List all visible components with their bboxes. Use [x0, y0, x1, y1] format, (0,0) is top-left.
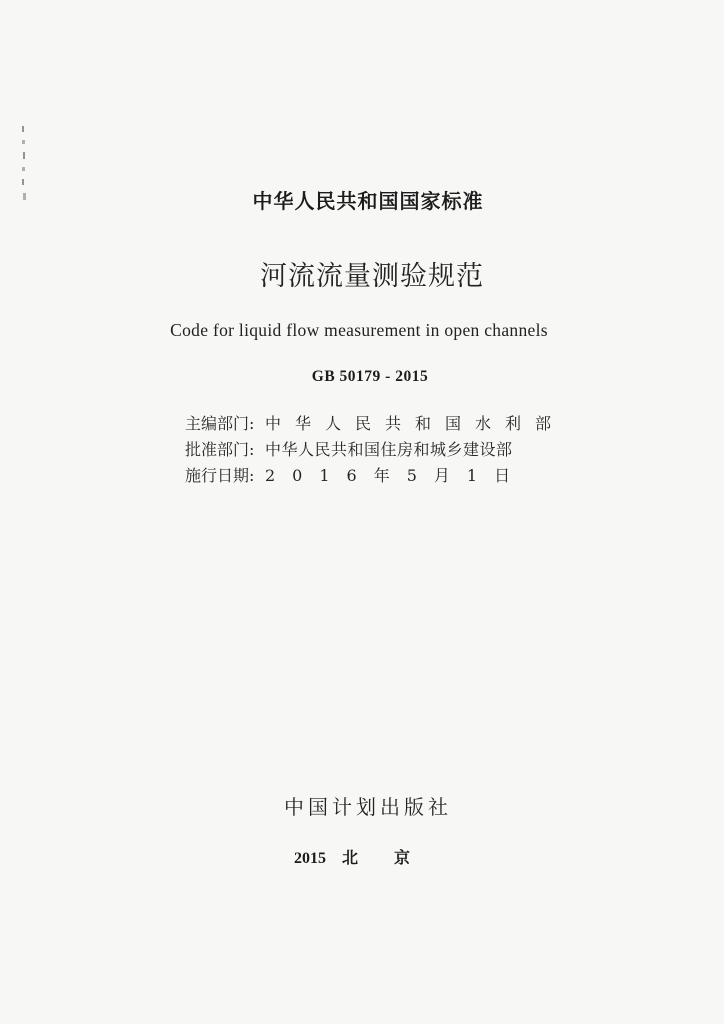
approver-value: 中华人民共和国住房和城乡建设部 [265, 440, 513, 459]
title-chinese: 河流流量测验规范 [260, 261, 484, 292]
title-english: Code for liquid flow measurement in open channels [170, 320, 548, 340]
date-label: 施行日期: [185, 466, 255, 485]
date-value: 2016年5月1日 [265, 466, 528, 485]
editor-label: 主编部门: [185, 414, 255, 433]
publication-line [8, 845, 724, 868]
publication-city: 北京 [341, 850, 446, 867]
standard-label: 中华人民共和国国家标准 [252, 189, 484, 213]
standard-code: GB 50179 - 2015 [311, 368, 429, 385]
date-row [185, 463, 565, 489]
approver-label: 批准部门: [185, 440, 255, 459]
editor-row [185, 411, 565, 437]
editor-value: 中华人民共和国水利部 [265, 414, 566, 433]
approver-row [185, 437, 565, 463]
publication-year: 2015 [293, 850, 326, 867]
publisher-name: 中国计划出版社 [284, 795, 452, 819]
info-block [185, 411, 565, 489]
